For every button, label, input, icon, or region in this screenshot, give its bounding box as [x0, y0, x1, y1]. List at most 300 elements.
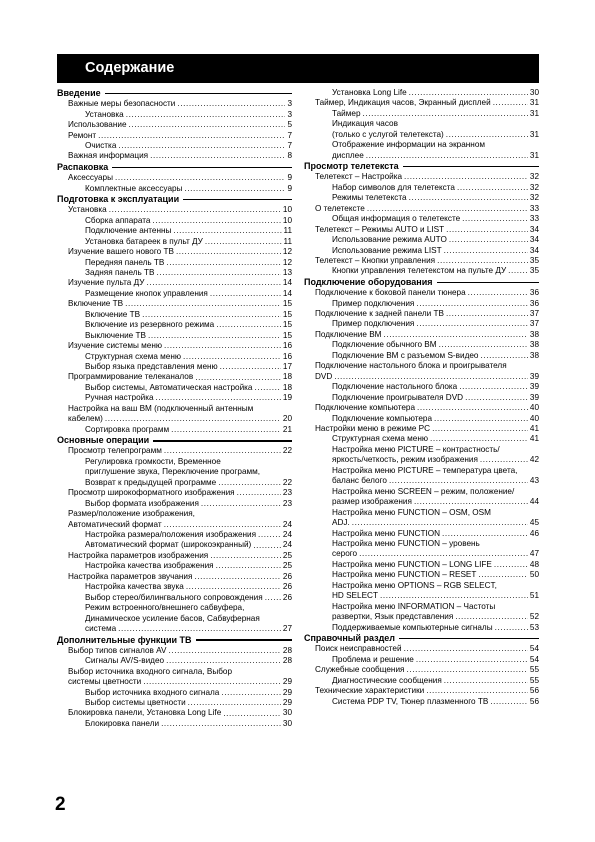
- dot-leader: [449, 235, 528, 245]
- toc-entry[interactable]: [304, 299, 539, 309]
- toc-entry-title: Включение ТВ: [85, 309, 141, 319]
- toc-entry[interactable]: [57, 237, 292, 247]
- section-rule: [437, 282, 539, 283]
- toc-entry-title: Набор символов для телетекста: [332, 182, 455, 192]
- toc-entry[interactable]: [57, 120, 292, 130]
- toc-entry[interactable]: [57, 299, 292, 309]
- toc-entry-page: 43: [529, 476, 539, 486]
- toc-entry-title: серого: [332, 549, 358, 559]
- toc-entry-line: Настройка меню INFORMATION – Частоты: [332, 601, 496, 611]
- toc-entry-title: Настройка качества звука: [85, 582, 184, 592]
- toc-entry-title: Использование режима LIST: [332, 245, 442, 255]
- toc-entry[interactable]: [57, 151, 292, 161]
- toc-entry[interactable]: [304, 266, 539, 276]
- toc-entry-line: Индикация часов: [332, 119, 398, 129]
- toc-entry-title: Возврат к предыдущей программе: [85, 477, 217, 487]
- toc-entry[interactable]: [304, 644, 539, 654]
- toc-entry[interactable]: [57, 677, 292, 687]
- section-title: Дополнительные функции ТВ: [57, 634, 192, 645]
- section-title: Распаковка: [57, 161, 109, 172]
- toc-entry-page: 35: [529, 266, 539, 276]
- toc-entry[interactable]: [57, 393, 292, 403]
- toc-entry[interactable]: [57, 310, 292, 320]
- dot-leader: [404, 644, 528, 654]
- toc-entry-page: 23: [282, 488, 292, 498]
- toc-entry[interactable]: [304, 256, 539, 266]
- toc-entry-title: Выбор типов сигналов AV: [68, 645, 167, 655]
- toc-entry-page: 38: [529, 340, 539, 350]
- toc-entry-title: Ремонт: [68, 130, 97, 140]
- dot-leader: [367, 204, 528, 214]
- dot-leader: [184, 184, 285, 194]
- toc-entry[interactable]: [57, 540, 292, 550]
- toc-entry-title: Выбор стерео/билингвального сопровождения: [85, 592, 263, 602]
- toc-entry-title: Установка: [68, 205, 107, 215]
- dot-leader: [205, 237, 282, 247]
- toc-entry-page: 42: [529, 455, 539, 465]
- toc-entry-page: 25: [282, 561, 292, 571]
- dot-leader: [186, 582, 281, 592]
- dot-leader: [446, 309, 528, 319]
- dot-leader: [98, 131, 285, 141]
- dot-leader: [105, 414, 281, 424]
- toc-entry[interactable]: [57, 530, 292, 540]
- toc-entry[interactable]: [304, 340, 539, 350]
- toc-entry-page: 26: [282, 571, 292, 581]
- dot-leader: [146, 278, 280, 288]
- dot-leader: [177, 99, 285, 109]
- toc-entry-title: Использование режима AUTO: [332, 235, 447, 245]
- dot-leader: [409, 193, 528, 203]
- toc-entry[interactable]: [57, 572, 292, 582]
- page-number: 2: [55, 794, 66, 815]
- toc-entry[interactable]: [304, 225, 539, 235]
- toc-entry-page: 27: [282, 624, 292, 634]
- dot-leader: [237, 488, 281, 498]
- toc-entry[interactable]: [57, 446, 292, 456]
- toc-entry[interactable]: [304, 330, 539, 340]
- toc-entry-line: Настройка меню PICTURE – контрастность/: [332, 444, 500, 454]
- toc-entry[interactable]: [57, 278, 292, 288]
- toc-entry-title: Пример подключения: [332, 298, 415, 308]
- toc-entry[interactable]: [57, 488, 292, 498]
- toc-entry[interactable]: [304, 686, 539, 696]
- dot-leader: [188, 698, 281, 708]
- toc-entry-page: 33: [529, 203, 539, 213]
- toc-entry[interactable]: [57, 184, 292, 194]
- toc-entry-title: Настройка меню FUNCTION: [332, 528, 440, 538]
- toc-entry-page: 44: [529, 497, 539, 507]
- toc-entry-title: Телетекст – Настройка: [315, 172, 403, 182]
- toc-entry[interactable]: [304, 655, 539, 665]
- toc-entry[interactable]: [304, 476, 539, 486]
- toc-entry[interactable]: [57, 425, 292, 435]
- toc-entry-page: 12: [282, 247, 292, 257]
- section-rule: [112, 167, 292, 168]
- toc-entry[interactable]: [57, 582, 292, 592]
- dot-leader: [380, 591, 528, 601]
- dot-leader: [142, 310, 281, 320]
- toc-entry[interactable]: [304, 98, 539, 108]
- section-rule: [196, 639, 292, 640]
- toc-entry-title: Автоматический формат: [68, 519, 162, 529]
- toc-entry-page: 22: [282, 446, 292, 456]
- toc-entry-title: Настройка меню FUNCTION – LONG LIFE: [332, 559, 492, 569]
- toc-entry-page: 16: [282, 351, 292, 361]
- toc-entry[interactable]: [57, 372, 292, 382]
- dot-leader: [195, 373, 281, 383]
- toc-entry[interactable]: [304, 151, 539, 161]
- toc-entry-page: 15: [282, 320, 292, 330]
- toc-entry[interactable]: [57, 688, 292, 698]
- toc-entry-line: Подключение настольного блока и проигрывателя: [315, 361, 507, 371]
- toc-entry[interactable]: [304, 591, 539, 601]
- dot-leader: [220, 362, 281, 372]
- toc-entry[interactable]: [304, 570, 539, 580]
- section-title: Введение: [57, 88, 101, 98]
- toc-entry-page: 10: [282, 205, 292, 215]
- dot-leader: [109, 205, 281, 215]
- dot-leader: [409, 88, 528, 98]
- toc-entry-title: Подключение обычного ВМ: [332, 340, 437, 350]
- toc-entry-line: приглушение звука, Переключение программ,: [85, 467, 261, 477]
- dot-leader: [164, 520, 281, 530]
- toc-entry[interactable]: [304, 288, 539, 298]
- toc-entry-title: ADJ.: [332, 518, 350, 528]
- toc-entry-page: 39: [529, 371, 539, 381]
- toc-entry-title: Просмотр телепрограмм: [68, 446, 162, 456]
- dot-leader: [210, 289, 281, 299]
- toc-entry[interactable]: [304, 424, 539, 434]
- toc-entry-title: Передняя панель ТВ: [85, 257, 165, 267]
- toc-entry-page: 56: [529, 696, 539, 706]
- toc-entry[interactable]: [304, 235, 539, 245]
- toc-entry[interactable]: [304, 382, 539, 392]
- toc-entry-title: Установка батареек в пульт ДУ: [85, 236, 203, 246]
- dot-leader: [508, 266, 528, 276]
- toc-entry[interactable]: [57, 561, 292, 571]
- toc-entry-title: Кнопки управления телетекстом на пульте ДУ: [332, 266, 507, 276]
- toc-section-heading: [57, 435, 292, 446]
- dot-leader: [478, 570, 527, 580]
- toc-left-column: [57, 88, 292, 729]
- toc-entry[interactable]: [57, 110, 292, 120]
- toc-entry-line: Настройка на ваш ВМ (подключенный антенным: [68, 403, 254, 413]
- toc-entry[interactable]: [57, 656, 292, 666]
- dot-leader: [434, 414, 528, 424]
- dot-leader: [168, 646, 280, 656]
- toc-entry[interactable]: [304, 403, 539, 413]
- toc-entry-page: 35: [529, 256, 539, 265]
- toc-entry-line: Размер/положение изображения,: [68, 509, 195, 519]
- toc-entry-page: 23: [282, 498, 292, 508]
- toc-entry-title: Режимы телетекста: [332, 193, 407, 203]
- toc-entry[interactable]: [57, 551, 292, 561]
- dot-leader: [493, 98, 528, 108]
- dot-leader: [164, 446, 281, 456]
- toc-entry[interactable]: [57, 414, 292, 424]
- toc-entry[interactable]: [57, 362, 292, 372]
- dot-leader: [164, 341, 281, 351]
- toc-entry-page: 32: [529, 182, 539, 192]
- toc-entry[interactable]: [304, 560, 539, 570]
- toc-entry-page: 54: [529, 654, 539, 664]
- toc-entry-title: Комплектные аксессуары: [85, 183, 183, 193]
- toc-entry-title: Технические характеристики: [315, 686, 425, 696]
- toc-entry-page: 33: [529, 214, 539, 224]
- toc-entry-title: Подключение настольного блока: [332, 382, 458, 392]
- toc-entry[interactable]: [304, 130, 539, 140]
- toc-entry[interactable]: [57, 646, 292, 656]
- dot-leader: [352, 518, 528, 528]
- toc-entry[interactable]: [57, 708, 292, 718]
- toc-entry-title: Общая информация о телетексте: [332, 214, 461, 224]
- toc-entry[interactable]: [304, 214, 539, 224]
- dot-leader: [150, 151, 285, 161]
- toc-entry-page: 30: [282, 718, 292, 728]
- toc-entry-title: Сигналы AV/S-видео: [85, 656, 165, 666]
- section-rule: [105, 93, 292, 94]
- toc-entry[interactable]: [304, 697, 539, 707]
- toc-entry-title: Пример подключения: [332, 319, 415, 329]
- toc-entry[interactable]: [57, 698, 292, 708]
- toc-entry-title: Изучение вашего нового ТВ: [68, 247, 174, 257]
- toc-entry-title: Изучение системы меню: [68, 341, 162, 351]
- dot-leader: [490, 697, 528, 707]
- toc-entry[interactable]: [304, 518, 539, 528]
- toc-entry[interactable]: [57, 719, 292, 729]
- toc-entry-title: Важные меры безопасности: [68, 99, 176, 109]
- toc-entry-title: Включение из резервного режима: [85, 320, 215, 330]
- toc-entry[interactable]: [304, 109, 539, 119]
- toc-entry-title: Просмотр широкоформатного изображения: [68, 488, 235, 498]
- dot-leader: [148, 331, 281, 341]
- toc-entry-page: 15: [282, 299, 292, 309]
- toc-entry-page: 8: [287, 151, 292, 161]
- toc-entry-title: Настройки меню в режиме PC: [315, 424, 431, 433]
- toc-entry-title: Выбор системы, Автоматическая настройка: [85, 382, 253, 392]
- toc-entry-title: Выключение ТВ: [85, 330, 146, 340]
- toc-entry-title: Выбор формата изображения: [85, 498, 199, 508]
- toc-entry[interactable]: [304, 88, 539, 98]
- toc-entry-title: Установка: [85, 109, 124, 119]
- toc-entry-page: 53: [529, 622, 539, 632]
- toc-entry-title: Диагностические сообщения: [332, 675, 442, 685]
- toc-entry-page: 55: [529, 675, 539, 685]
- toc-entry-page: 55: [529, 665, 539, 675]
- toc-entry-page: 13: [282, 267, 292, 277]
- dot-leader: [201, 499, 281, 509]
- dot-leader: [216, 320, 281, 330]
- toc-entry[interactable]: [57, 131, 292, 141]
- toc-entry-page: 7: [287, 130, 292, 140]
- dot-leader: [183, 352, 281, 362]
- toc-entry-page: 19: [282, 393, 292, 403]
- section-title: Основные операции: [57, 435, 150, 446]
- toc-entry[interactable]: [304, 309, 539, 319]
- dot-leader: [161, 719, 281, 729]
- toc-entry[interactable]: [304, 193, 539, 203]
- dot-leader: [465, 393, 528, 403]
- toc-entry-title: Подключение ВМ: [315, 329, 382, 339]
- toc-entry-title: Сортировка программ: [85, 424, 170, 434]
- toc-entry[interactable]: [57, 289, 292, 299]
- dot-leader: [363, 109, 528, 119]
- toc-entry-title: Настройка размера/положения изображения: [85, 530, 257, 540]
- toc-entry-title: Система PDP TV, Тюнер плазменного ТВ: [332, 696, 489, 706]
- dot-leader: [462, 214, 528, 224]
- toc-entry-title: Задняя панель ТВ: [85, 267, 155, 277]
- toc-entry[interactable]: [304, 351, 539, 361]
- section-title: Подготовка к эксплуатации: [57, 194, 180, 205]
- toc-entry[interactable]: [57, 352, 292, 362]
- toc-entry-page: 17: [282, 362, 292, 372]
- toc-entry[interactable]: [304, 434, 539, 444]
- toc-entry-page: 7: [287, 141, 292, 151]
- toc-entry-title: Очистка: [85, 141, 117, 151]
- toc-entry-page: 50: [529, 570, 539, 580]
- toc-entry-page: 37: [529, 319, 539, 329]
- contents-title: Содержание: [85, 60, 175, 76]
- dot-leader: [416, 319, 528, 329]
- toc-entry[interactable]: [304, 549, 539, 559]
- toc-entry-title: Поддерживаемые компьютерные сигналы: [332, 622, 493, 632]
- toc-entry[interactable]: [57, 216, 292, 226]
- toc-entry[interactable]: [304, 676, 539, 686]
- toc-section-heading: [304, 277, 539, 288]
- toc-entry-page: 26: [282, 592, 292, 602]
- dot-leader: [416, 299, 528, 309]
- contents-title-banner: [57, 54, 539, 83]
- toc-entry[interactable]: [57, 331, 292, 341]
- toc-entry-title: Использование: [68, 120, 127, 130]
- toc-entry-page: 11: [283, 226, 292, 236]
- dot-leader: [157, 268, 281, 278]
- toc-entry[interactable]: [304, 393, 539, 403]
- dot-leader: [383, 330, 527, 340]
- section-title: Подключение оборудования: [304, 276, 433, 287]
- toc-entry-title: Таймер, Индикация часов, Экранный дисплей: [315, 98, 491, 108]
- dot-leader: [210, 551, 281, 561]
- toc-entry-line: Выбор источника входного сигнала, Выбор: [68, 666, 233, 676]
- toc-entry-page: 48: [529, 559, 539, 569]
- toc-entry-title: DVD: [315, 371, 333, 381]
- toc-entry-title: Подключение проигрывателя DVD: [332, 392, 464, 402]
- toc-entry-page: 26: [282, 582, 292, 592]
- toc-entry-title: Включение ТВ: [68, 299, 124, 309]
- toc-entry-page: 54: [529, 644, 539, 654]
- toc-entry[interactable]: [57, 99, 292, 109]
- dot-leader: [404, 172, 528, 182]
- toc-entry[interactable]: [57, 383, 292, 393]
- toc-entry[interactable]: [57, 247, 292, 257]
- dot-leader: [366, 151, 528, 161]
- toc-entry-title: развертки, Язык представления: [332, 612, 454, 622]
- toc-entry[interactable]: [57, 478, 292, 488]
- toc-entry[interactable]: [304, 497, 539, 507]
- dot-leader: [414, 497, 528, 507]
- toc-section-heading: [57, 635, 292, 646]
- toc-entry-title: Выбор языка представления меню: [85, 362, 218, 372]
- toc-entry[interactable]: [304, 414, 539, 424]
- toc-entry-page: 31: [529, 129, 539, 139]
- toc-entry-page: 30: [529, 88, 539, 97]
- toc-entry[interactable]: [57, 205, 292, 215]
- toc-entry[interactable]: [57, 258, 292, 268]
- toc-entry[interactable]: [57, 141, 292, 151]
- toc-entry-page: 32: [529, 193, 539, 203]
- toc-entry-page: 16: [282, 341, 292, 351]
- toc-entry-title: системы цветности: [68, 677, 142, 687]
- toc-entry-page: 20: [282, 414, 292, 424]
- toc-entry[interactable]: [304, 172, 539, 182]
- toc-entry[interactable]: [304, 455, 539, 465]
- toc-entry[interactable]: [304, 372, 539, 382]
- toc-entry-page: 47: [529, 549, 539, 559]
- toc-entry-page: 56: [529, 686, 539, 696]
- toc-entry-page: 21: [282, 424, 292, 434]
- dot-leader: [416, 655, 528, 665]
- toc-entry[interactable]: [57, 624, 292, 634]
- dot-leader: [494, 560, 528, 570]
- toc-entry[interactable]: [57, 226, 292, 236]
- toc-entry-page: 29: [282, 698, 292, 708]
- toc-entry[interactable]: [57, 520, 292, 530]
- dot-leader: [430, 434, 528, 444]
- dot-leader: [194, 572, 280, 582]
- toc-entry[interactable]: [304, 623, 539, 633]
- toc-entry-title: О телетексте: [315, 203, 365, 213]
- dot-leader: [480, 351, 527, 361]
- toc-entry-title: Служебные сообщения: [315, 665, 405, 675]
- toc-entry-title: Автоматический формат (широкоэкранный): [85, 540, 252, 550]
- toc-entry-title: Таймер: [332, 108, 361, 118]
- toc-entry[interactable]: [304, 204, 539, 214]
- toc-entry-page: 40: [529, 403, 539, 413]
- toc-entry-page: 29: [282, 677, 292, 687]
- toc-entry[interactable]: [304, 183, 539, 193]
- toc-entry[interactable]: [57, 341, 292, 351]
- toc-entry-title: Проблема и решение: [332, 654, 414, 664]
- toc-entry[interactable]: [57, 268, 292, 278]
- toc-entry-line: Регулировка громкости, Временное: [85, 456, 221, 466]
- toc-entry-title: (только с услугой телетекста): [332, 129, 444, 139]
- toc-entry[interactable]: [57, 173, 292, 183]
- dot-leader: [129, 120, 286, 130]
- dot-leader: [444, 246, 528, 256]
- toc-entry[interactable]: [57, 320, 292, 330]
- toc-entry[interactable]: [57, 593, 292, 603]
- toc-entry-line: Режим встроенного/внешнего сабвуфера,: [85, 603, 245, 613]
- dot-leader: [221, 688, 281, 698]
- toc-entry[interactable]: [304, 529, 539, 539]
- toc-entry-line: Настройка меню OPTIONS – RGB SELECT,: [332, 580, 497, 590]
- toc-entry-page: 36: [529, 298, 539, 308]
- toc-entry[interactable]: [304, 665, 539, 675]
- toc-entry[interactable]: [304, 612, 539, 622]
- dot-leader: [406, 665, 527, 675]
- dot-leader: [152, 216, 280, 226]
- toc-entry[interactable]: [304, 246, 539, 256]
- dot-leader: [173, 226, 281, 236]
- toc-entry[interactable]: [57, 499, 292, 509]
- toc-entry-title: Ручная настройка: [85, 393, 154, 403]
- toc-entry-page: 41: [529, 434, 539, 444]
- toc-entry[interactable]: [304, 319, 539, 329]
- toc-entry-title: Выбор системы цветности: [85, 698, 186, 708]
- section-rule: [399, 638, 539, 639]
- toc-entry-title: Настройка параметров звучания: [68, 571, 193, 581]
